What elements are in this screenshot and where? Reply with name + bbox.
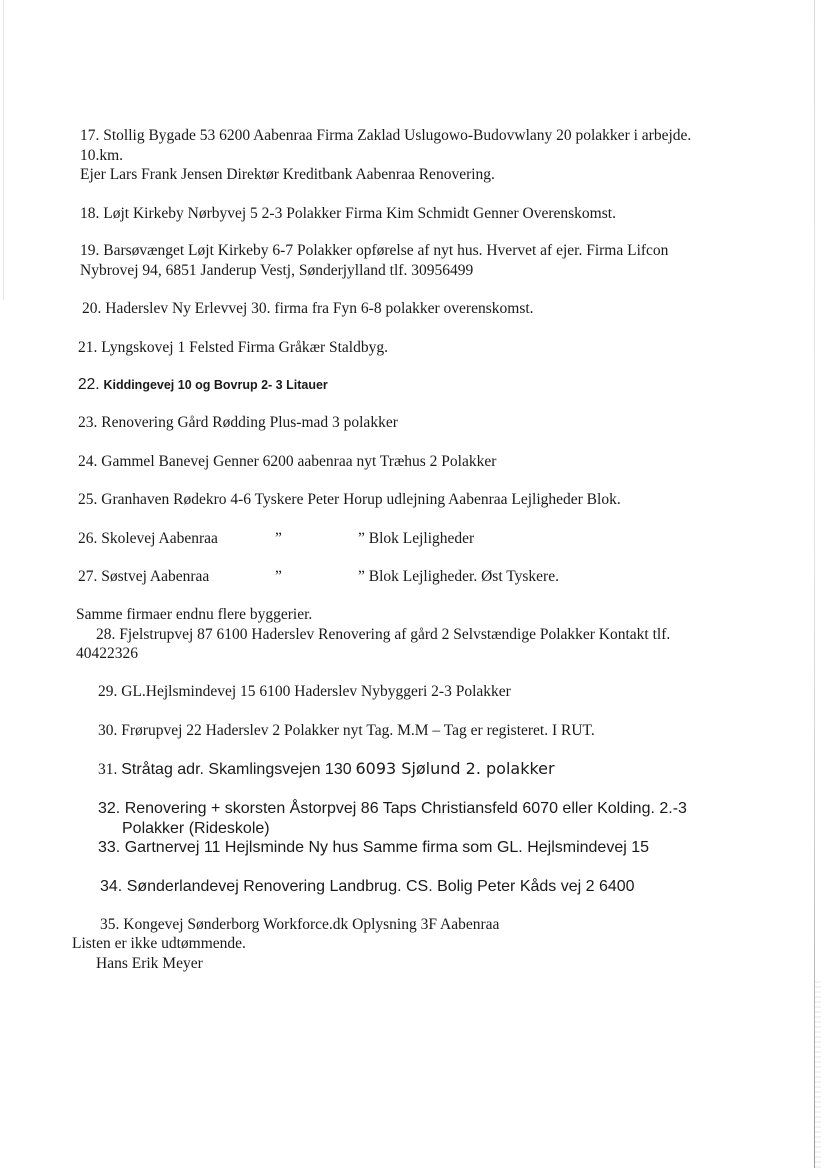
entry-31 xyxy=(98,759,555,779)
entry-34: 34. Sønderlandevej Renovering Landbrug. CS. Bolig Peter Kåds vej 2 6400 xyxy=(100,878,635,895)
entry-32-line-1: 32. Renovering + skorsten Åstorpvej 86 Taps Christiansfeld 6070 eller Kolding. 2.-3 xyxy=(98,800,687,817)
entry-32-line-2: Polakker (Rideskole) xyxy=(122,820,270,837)
entry-20: 20. Haderslev Ny Erlevvej 30. firma fra Fyn 6-8 polakker overenskomst. xyxy=(82,300,534,317)
same-firms-note: Samme firmaer endnu flere byggerier. xyxy=(76,606,313,623)
entry-17-line-1: 17. Stollig Bygade 53 6200 Aabenraa Firma Zaklad Uslugowo-Budovwlany 20 polakker i arbejde. xyxy=(80,127,692,144)
scan-edge-left xyxy=(3,0,4,300)
entry-27-ditto: ” xyxy=(275,568,282,585)
entry-31-number: 31. xyxy=(98,761,118,778)
entry-27-street: 27. Søstvej Aabenraa xyxy=(78,568,210,585)
entry-22-text: Kiddingevej 10 og Bovrup 2- 3 Litauer xyxy=(103,378,328,392)
entry-22 xyxy=(78,375,328,395)
entry-23: 23. Renovering Gård Rødding Plus-mad 3 polakker xyxy=(78,414,398,431)
entry-28-line-2: 40422326 xyxy=(76,645,138,662)
entry-21: 21. Lyngskovej 1 Felsted Firma Gråkær Staldbyg. xyxy=(78,339,388,356)
entry-25: 25. Granhaven Rødekro 4-6 Tyskere Peter Horup udlejning Aabenraa Lejligheder Blok. xyxy=(78,491,621,508)
entry-18: 18. Løjt Kirkeby Nørbyvej 5 2-3 Polakker Firma Kim Schmidt Genner Overenskomst. xyxy=(80,205,616,222)
entry-31-tail: 6093 Sjølund 2. polakker xyxy=(355,759,555,778)
entry-22-number: 22. xyxy=(78,376,100,393)
entry-30: 30. Frørupvej 22 Haderslev 2 Polakker nyt Tag. M.M – Tag er registeret. I RUT. xyxy=(98,722,595,739)
entry-17-line-3: Ejer Lars Frank Jensen Direktør Kreditbank Aabenraa Renovering. xyxy=(80,166,495,183)
entry-19-line-2: Nybrovej 94, 6851 Janderup Vestj, Sønderjylland tlf. 30956499 xyxy=(80,262,474,279)
entry-24: 24. Gammel Banevej Genner 6200 aabenraa nyt Træhus 2 Polakker xyxy=(78,453,497,470)
scan-edge-shadow xyxy=(815,980,821,1168)
entry-26-detail: ” Blok Lejligheder xyxy=(358,530,475,547)
entry-17-line-2: 10.km. xyxy=(80,147,124,164)
entry-28-line-1: 28. Fjelstrupvej 87 6100 Haderslev Renovering af gård 2 Selvstændige Polakker Kontakt tlf. xyxy=(96,626,671,643)
entry-35: 35. Kongevej Sønderborg Workforce.dk Oplysning 3F Aabenraa xyxy=(100,916,500,933)
entry-26-street: 26. Skolevej Aabenraa xyxy=(78,530,218,547)
signature-name: Hans Erik Meyer xyxy=(96,955,203,972)
entry-31-text: Stråtag adr. Skamlingsvejen 130 xyxy=(121,761,352,778)
entry-26-ditto: ” xyxy=(275,530,282,547)
entry-33: 33. Gartnervej 11 Hejlsminde Ny hus Samme firma som GL. Hejlsmindevej 15 xyxy=(98,839,650,856)
entry-29: 29. GL.Hejlsmindevej 15 6100 Haderslev Nybyggeri 2-3 Polakker xyxy=(98,683,511,700)
not-exhaustive-note: Listen er ikke udtømmende. xyxy=(72,935,246,952)
entry-19-line-1: 19. Barsøvænget Løjt Kirkeby 6-7 Polakker opførelse af nyt hus. Hvervet af ejer. Firma Lifcon xyxy=(80,242,669,259)
entry-27-detail: ” Blok Lejligheder. Øst Tyskere. xyxy=(358,568,559,585)
